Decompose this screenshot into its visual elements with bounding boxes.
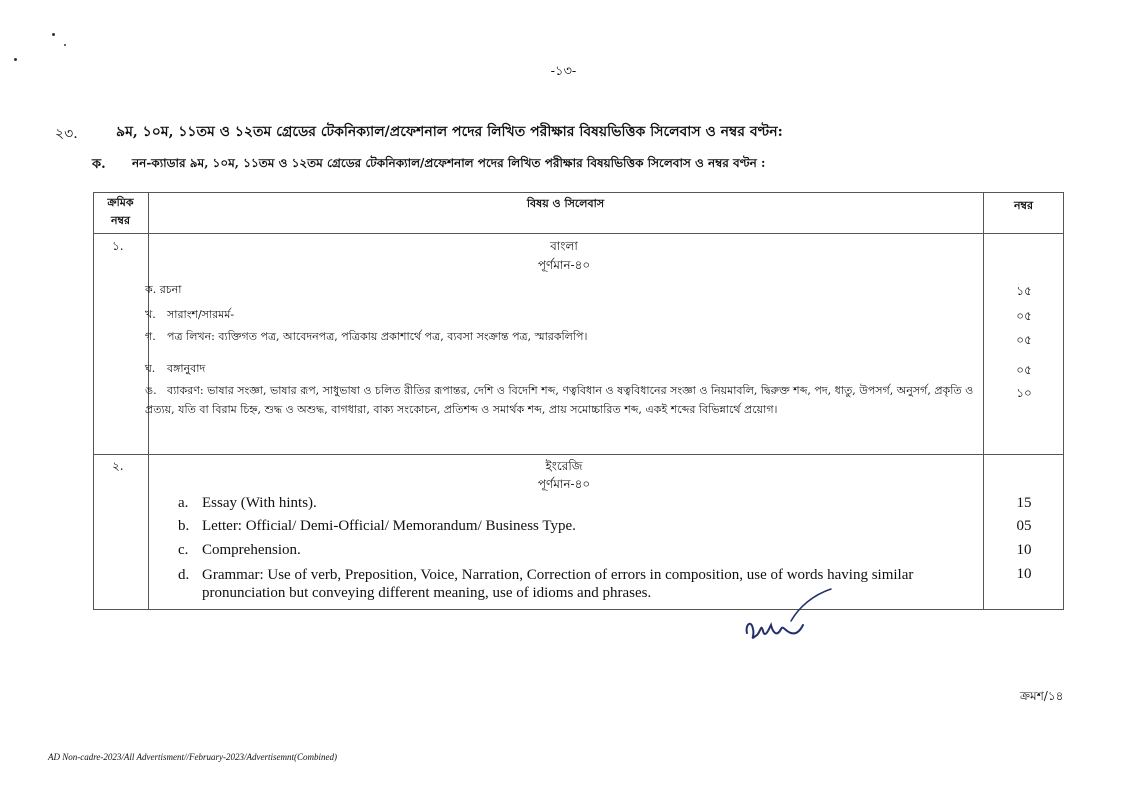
- item-marks: 10: [1016, 542, 1032, 558]
- syllabus-item: [145, 360, 205, 379]
- item-marks: 10: [1016, 566, 1032, 582]
- syllabus-item: [178, 494, 978, 512]
- item-label: খ.: [145, 308, 156, 321]
- item-marks: ০৫: [1016, 363, 1032, 377]
- syllabus-item: [178, 517, 978, 535]
- scan-speck: [14, 58, 17, 61]
- continued-marker: ক্রমশ/১৪: [1020, 689, 1064, 703]
- header-subject: বিষয় ও সিলেবাস: [526, 197, 605, 210]
- syllabus-item: [145, 306, 234, 325]
- item-marks: 05: [1016, 518, 1032, 534]
- subsection-number: ক.: [92, 157, 106, 172]
- item-label: d.: [178, 567, 190, 583]
- item-label: a.: [178, 495, 189, 511]
- header-marks: নম্বর: [1013, 199, 1034, 212]
- item-label: c.: [178, 542, 189, 558]
- syllabus-item: [145, 328, 587, 347]
- scan-speck: [52, 33, 55, 36]
- section-number: ২৩.: [55, 126, 78, 142]
- item-text: ব্যাকরণ: ভাষার সংজ্ঞা, ভাষার রূপ, সাধুভাষা ও চলিত রীতির রূপান্তর, দেশি ও বিদেশি শব্দ, ণত্ববিধান ও ষত্ববিধানের সংজ্ঞা ও নিয়মাবলি, দ্বিরুক্ত শব্দ, পদ, ধাতু, উপসর্গ, অনুসর্গ, প্রকৃতি ও প্রত্যয়, যতি বা বিরাম চিহ্ন, শুদ্ধ ও অশুদ্ধ, বাগধারা, বাক্য সংকোচন, প্রতিশব্দ ও সমার্থক শব্দ, প্রায় সমোচ্চারিত শব্দ, একই শব্দের বিভিন্নার্থে প্রয়োগ।: [145, 384, 974, 416]
- row-serial: ২.: [112, 459, 124, 473]
- syllabus-item: [178, 541, 978, 559]
- item-text: Essay (With hints).: [202, 495, 317, 511]
- page-number: -১৩-: [550, 64, 577, 79]
- full-marks: পূর্ণমান-৪০: [537, 258, 591, 272]
- signature: [735, 585, 835, 655]
- syllabus-item: [178, 566, 978, 602]
- item-marks: ০৫: [1016, 333, 1032, 347]
- row-serial: ১.: [112, 239, 124, 253]
- header-serial-line1: ক্রমিক: [107, 196, 134, 209]
- item-text: পত্র লিখন: ব্যক্তিগত পত্র, আবেদনপত্র, পত্রিকায় প্রকাশার্থে পত্র, ব্যবসা সংক্রান্ত পত্র, স্মারকলিপি।: [167, 330, 588, 343]
- item-marks: ১০: [1016, 386, 1032, 400]
- header-serial: [93, 194, 148, 230]
- subject-name: ইংরেজি: [545, 459, 583, 473]
- subject-name: বাংলা: [550, 239, 578, 253]
- item-label: ঘ.: [145, 362, 156, 375]
- footer-file-path: AD Non-cadre-2023/All Advertisment//February-2023/Advertisemnt(Combined): [48, 752, 337, 762]
- table-divider: [93, 233, 1064, 234]
- header-serial-line2: নম্বর: [110, 214, 131, 227]
- item-label: ঙ.: [145, 384, 157, 397]
- item-marks: 15: [1016, 495, 1032, 511]
- subsection-title: নন-ক্যাডার ৯ম, ১০ম, ১১তম ও ১২তম গ্রেডের টেকনিক্যাল/প্রফেশনাল পদের লিখিত পরীক্ষার বিষয়ভিত্তিক সিলেবাস ও নম্বর বণ্টন :: [132, 156, 766, 170]
- item-text: Comprehension.: [202, 542, 301, 558]
- item-text: Letter: Official/ Demi-Official/ Memorandum/ Business Type.: [202, 518, 576, 534]
- syllabus-item: ক. রচনা: [145, 283, 182, 296]
- full-marks: পূর্ণমান-৪০: [537, 477, 591, 491]
- item-marks: ০৫: [1016, 309, 1032, 323]
- table-divider: [93, 454, 1064, 455]
- item-label: b.: [178, 518, 190, 534]
- item-text: বঙ্গানুবাদ: [167, 362, 206, 375]
- scan-speck: [64, 44, 66, 46]
- syllabus-item: [145, 381, 980, 419]
- item-text: Grammar: Use of verb, Preposition, Voice, Narration, Correction of errors in composition, use of words having similar pronunciation but conveying different meaning, use of idioms and phrases.: [202, 567, 914, 601]
- section-title: ৯ম, ১০ম, ১১তম ও ১২তম গ্রেডের টেকনিক্যাল/প্রফেশনাল পদের লিখিত পরীক্ষার বিষয়ভিত্তিক সিলেবাস ও নম্বর বণ্টন:: [116, 124, 783, 140]
- item-label: গ.: [145, 330, 156, 343]
- table-divider: [983, 192, 984, 610]
- item-text: সারাংশ/সারমর্ম-: [167, 308, 235, 321]
- item-marks: ১৫: [1016, 284, 1032, 298]
